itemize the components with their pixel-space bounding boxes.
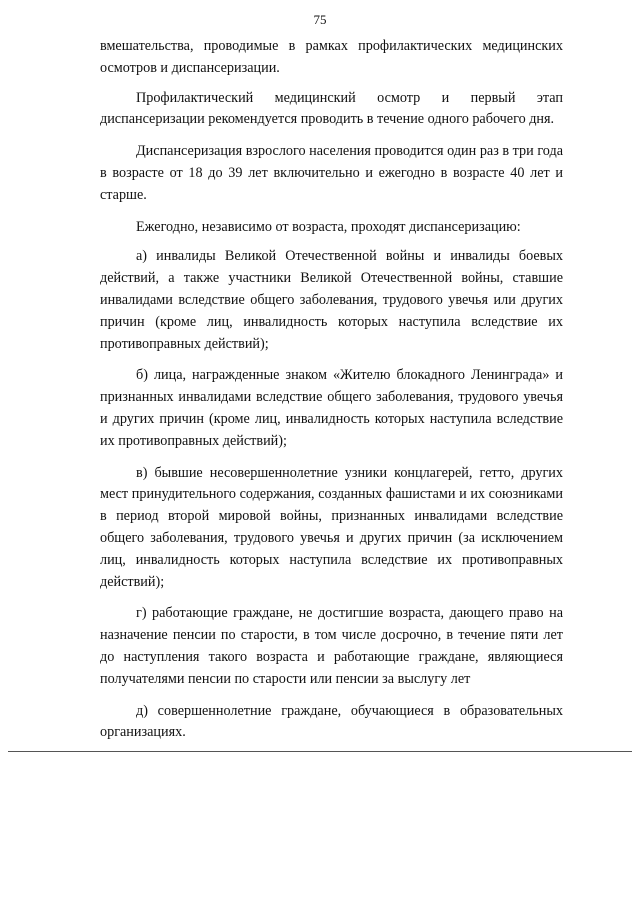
list-item-g: г) работающие граждане, не достигшие возраста, дающего право на назначение пенсии по старости, в том числе досрочно, в течение пяти лет до наступления такого возраста и работающие граждане, являющиеся получателями пенсии по старости или пенсии за выслугу лет bbox=[100, 605, 563, 687]
page-number: 75 bbox=[313, 12, 327, 27]
list-item-d: д) совершеннолетние граждане, обучающиеся в образовательных организациях. bbox=[100, 702, 563, 741]
footer-rule bbox=[8, 751, 632, 752]
paragraph-frequency: Диспансеризация взрослого населения проводится один раз в три года в возрасте от 18 до 39 лет включительно и ежегодно в возрасте 40 лет и старше. bbox=[100, 143, 563, 203]
paragraph-continuation: вмешательства, проводимые в рамках профилактических медицинских осмотров и диспансеризации. bbox=[100, 38, 563, 76]
document-body bbox=[100, 36, 563, 754]
list-item-a: а) инвалиды Великой Отечественной войны и инвалиды боевых действий, а также участники Великой Отечественной войны, ставшие инвалидами вследствие общего заболевания, трудового увечья или других причин (кроме лиц, инвалидность которых наступила вследствие их противоправных действий); bbox=[100, 248, 563, 352]
paragraph-same-day-exam: Профилактический медицинский осмотр и первый этап диспансеризации рекомендуется проводить в течение одного рабочего дня. bbox=[100, 89, 563, 128]
list-item-v: в) бывшие несовершеннолетние узники концлагерей, гетто, других мест принудительного содержания, созданных фашистами и их союзниками в период второй мировой войны, признанных инвалидами вследствие общего заболевания, трудового увечья и других причин (за исключением лиц, инвалидность которых наступила вследствие их противоправных действий); bbox=[100, 464, 563, 590]
list-item-b: б) лица, награжденные знаком «Жителю блокадного Ленинграда» и признанных инвалидами вследствие общего заболевания, трудового увечья и других причин (кроме лиц, инвалидность которых наступила вследствие их противоправных действий); bbox=[100, 367, 563, 449]
paragraph-annual-intro: Ежегодно, независимо от возраста, проходят диспансеризацию: bbox=[136, 218, 521, 235]
